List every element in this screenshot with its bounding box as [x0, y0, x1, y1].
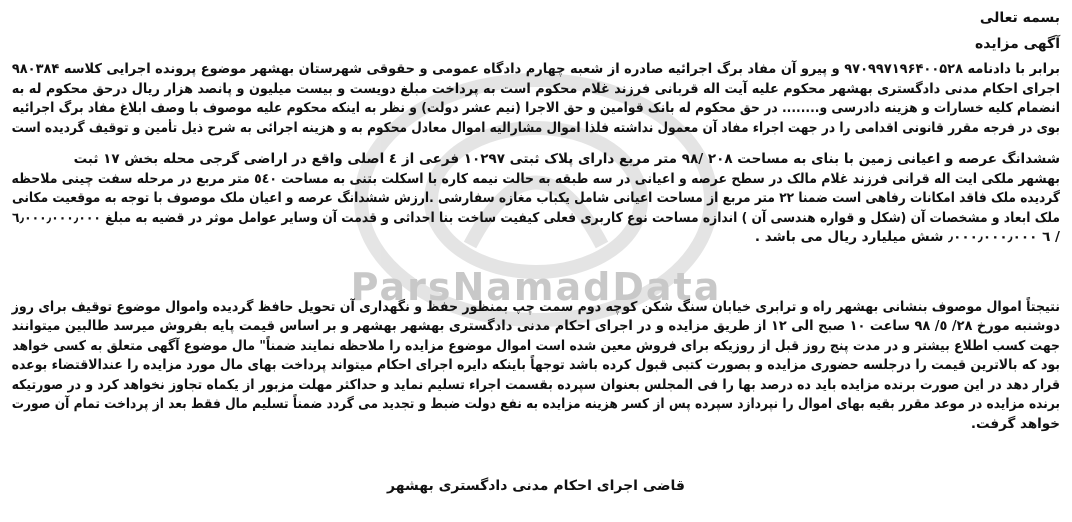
notice-subtitle: آگهی مزایده — [974, 36, 1060, 52]
text-line: گردیده ملک فاقد امکانات رفاهی است ضمنا ۲۲ متر مربع از مساحت اعیانی شامل یکباب مغازه سفارشی .ارزش ششدانگ عرصه و اعیان ملک موصوف با توجه به موقعیت مکانی — [11, 190, 1060, 206]
text-line: خواهد گرفت. — [970, 415, 1060, 432]
text-line: جهت کسب اطلاع بیشتر و در مدت پنج روز قبل از روزیکه برای فروش معین شده است اموال موضوع مزایده را ملاحظه نمایند ضمناً" مال موضوع آگهی متعلق به کسی خواهد — [12, 337, 1060, 354]
text-line: بوی در فرجه مقرر قانونی اقدامی را در جهت اجراء مفاد آن معمول نداشته فلذا اموال مشاراليه اموال معادل محکوم به و هزینه اجرائی به شرح ذیل تأمین و توقیف گردیده است — [11, 119, 1061, 136]
text-line: انضمام کلیه خسارات و هزینه دادرسی و........ در حق محکوم له بانک قوامین و حق الاجرا (نیم عشر دولت) و نظر به اینکه محکوم علیه موصوف با وصف ابلاغ مفاد برگ اجرائیه — [12, 100, 1060, 116]
watermark-text: ParsNamadData — [350, 265, 722, 309]
signature-line: قاضی اجرای احکام مدنی دادگستری بهشهر — [387, 478, 685, 494]
text-line: برنده مزایده در موعد مقرر بقیه بهای اموال را نپردازد سپرده پس از کسر هزینه مزایده به نفع دولت ضبط و تجدید می گردد ضمناً تسلیم مال فقط بعد از پرداخت تمام آن صورت — [11, 396, 1060, 412]
text-line: اجرای احکام مدنی دادگستری بهشهر محکوم علیه آیت اله قربانی فرزند غلام محکوم است به پرداخت مبلغ دویست و بیست میلیون و پانصد هزار ریال درحق محکوم له به — [11, 80, 1061, 97]
paragraph-auction-terms — [12, 298, 1060, 435]
text-line: برابر با دادنامه ۹۷۰۹۹۷۱۹۶۴۰۰۵۲۸ و پیرو آن مفاد برگ اجرائیه صادره از شعبه چهارم دادگاه عمومی و حقوقی شهرستان بهشهر موضوع پرونده اجرایی کلاسه ۹۸۰۳۸۴ — [11, 61, 1060, 77]
text-line: ملک ابعاد و مشخصات آن (شکل و قواره هندسی آن ) اندازه مساحت نوع کاربری فعلی کیفیت ساخت بنا احداثی و قدمت آن وسایر عوامل موثر در قضیه به مبلغ ٦٫٠٠٠٫٠٠٠٫٠٠٠ — [12, 209, 1061, 226]
text-line: قرار دهد در این صورت برنده مزایده باید ده درصد بها را فی المجلس بعنوان سپرده بقسمت اجراء تسلیم نماید و حداکثر مهلت مزبور از یکماه تجاوز نخواهد کرد و در صورتیکه — [11, 376, 1060, 393]
text-line: دوشنبه مورخ ٢٨/ ٥/ ٩٨ ساعت ١٠ صبح الی ١٢ از طریق مزایده و در اجرای احکام مدنی دادگستری بهشهر بهشهر و بر اساس قیمت پایه بفروش میرسد طالبین میتوانند — [11, 318, 1060, 334]
text-line: / ٦ ٫٠٠٠٫٠٠٠٫٠٠٠ شش میلیارد ریال می باشد . — [754, 229, 1060, 245]
text-line: نتیجتاً اموال موصوف بنشانی بهشهر راه و ترابری خیابان سنگ شکن کوچه دوم سمت چپ بمنظور حفظ و نگهداری آن تحویل حافظ گردیده واموال موضوع توقیف برای روز — [11, 298, 1061, 315]
page-title: بسمه تعالی — [979, 10, 1060, 26]
paragraph-case — [12, 60, 1060, 138]
paragraph-property — [12, 150, 1060, 248]
text-line: بود که بالاترین قیمت را درجلسه حضوری مزایده و بصورت کتبی قبول کرده باشد توجهاً باینکه دایره اجرای احکام میتواند پرداخت بهای مال مورد مزایده را عندالاقتضاء بوعده — [11, 357, 1060, 373]
text-line: بهشهر ملکی ایت اله قرانی فرزند غلام مالک در سطح عرصه و اعیانی در سه طبقه به حالت نیمه کاره با اسکلت بتنی به مساحت ٥٤٠ متر مربع در مرحله سفت چینی ملاحظه — [11, 170, 1060, 187]
text-line: ششدانگ عرصه و اعیانی زمین با بنای به مساحت ۲۰۸ /۹۸ متر مربع دارای پلاک ثبتی ۱۰۲۹۷ فرعی از ٤ اصلی واقع در اراضی گرجی محله بخش ١٧ ثبت — [73, 151, 1060, 167]
